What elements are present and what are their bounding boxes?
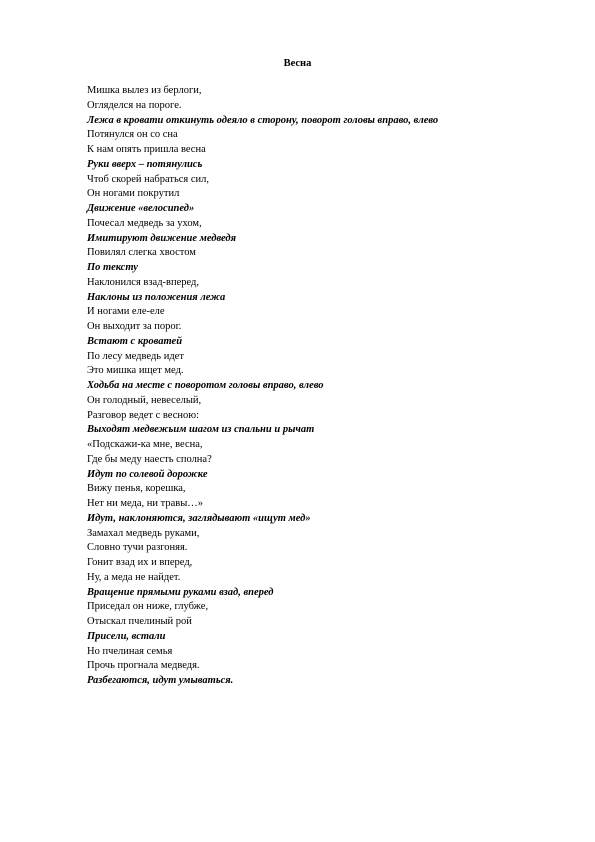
verse-line: Ну, а меда не найдет. xyxy=(87,571,181,583)
verse-line: Чтоб скорей набраться сил, xyxy=(87,173,210,185)
verse-line: Повилял слегка хвостом xyxy=(87,247,196,259)
verse-line: По лесу медведь идет xyxy=(87,350,184,362)
stage-direction-line: Наклоны из положения лежа xyxy=(87,291,226,303)
stage-direction-line: Движение «велосипед» xyxy=(87,203,195,214)
verse-line: Нет ни меда, ни травы…» xyxy=(87,498,203,509)
stage-direction-line: Разбегаются, идут умываться. xyxy=(87,675,234,686)
verse-line: Потянулся он со сна xyxy=(87,129,178,141)
poem-body xyxy=(87,84,557,689)
verse-line: Прочь прогнала медведя. xyxy=(87,660,200,672)
verse-line: Наклонился взад-вперед, xyxy=(87,276,200,288)
verse-line: Гонит взад их и вперед, xyxy=(87,557,193,568)
verse-line: Почесал медведь за ухом, xyxy=(87,217,202,229)
verse-line: Словно тучи разгоняя. xyxy=(87,542,188,554)
verse-line: Разговор ведет с весною: xyxy=(87,409,199,421)
stage-direction-line: Присели, встали xyxy=(87,630,166,642)
verse-line: Но пчелиная семья xyxy=(87,645,173,657)
stage-direction-line: Руки вверх – потянулись xyxy=(87,158,203,170)
verse-line: Он выходит за порог. xyxy=(87,321,182,332)
stage-direction-line: Ходьба на месте с поворотом головы вправо, влево xyxy=(87,380,324,391)
stage-direction-line: Встают с кроватей xyxy=(87,335,183,347)
stage-direction-line: Идут, наклоняются, заглядывают «ищут мед» xyxy=(87,512,311,524)
stage-direction-line: Идут по солевой дорожке xyxy=(87,468,208,480)
verse-line: Огляделся на пороге. xyxy=(87,99,182,111)
verse-line: Вижу пенья, корешка, xyxy=(87,483,186,495)
verse-line: Отыскал пчелиный рой xyxy=(87,616,192,627)
verse-line: Он голодный, невеселый, xyxy=(87,394,202,406)
stage-direction-line: Выходят медвежьим шагом из спальни и рычат xyxy=(87,424,315,436)
verse-line: Приседал он ниже, глубже, xyxy=(87,601,209,613)
verse-line: Это мишка ищет мед. xyxy=(87,365,184,377)
verse-line: Замахал медведь руками, xyxy=(87,527,200,539)
stage-direction-line: Вращение прямыми руками взад, вперед xyxy=(87,586,274,598)
stage-direction-line: Имитируют движение медведя xyxy=(87,232,237,244)
verse-line: К нам опять пришла весна xyxy=(87,144,206,155)
verse-line: Где бы меду наесть сполна? xyxy=(87,453,212,465)
stage-direction-line: По тексту xyxy=(87,262,138,273)
verse-line: «Подскажи-ка мне, весна, xyxy=(87,439,203,450)
verse-line: Он ногами покрутил xyxy=(87,188,180,200)
stage-direction-line: Лежа в кровати откинуть одеяло в сторону, поворот головы вправо, влево xyxy=(87,114,439,126)
document-title: Весна xyxy=(283,58,312,69)
verse-line: Мишка вылез из берлоги, xyxy=(87,85,202,96)
verse-line: И ногами еле-еле xyxy=(87,306,165,318)
